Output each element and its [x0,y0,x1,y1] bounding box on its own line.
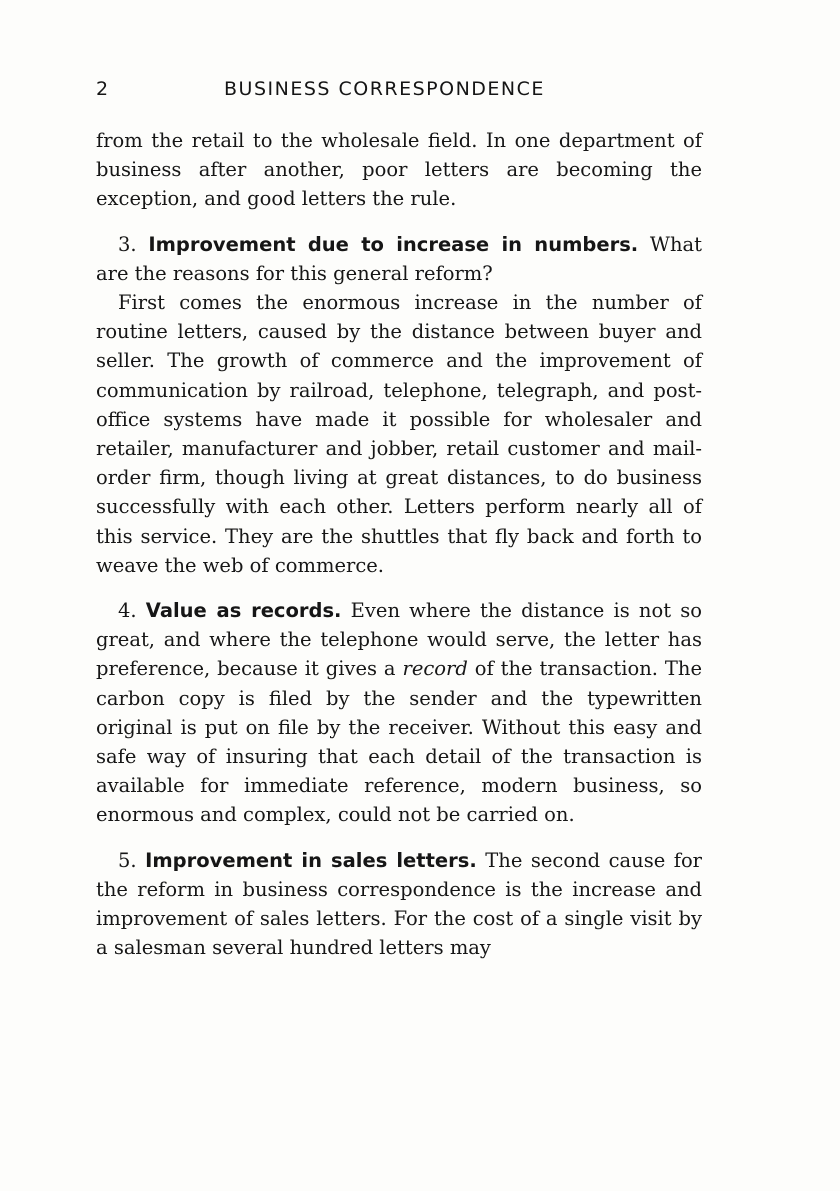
section-5-paragraph [96,846,702,963]
section-3-title: Improvement due to increase in numbers. [148,232,639,256]
section-4-italic-word: record [402,657,468,681]
page-header [96,78,702,106]
section-5-text: The second cause for the reform in business correspondence is the increase and improvement of sales letters. For the cost of a single visit by a salesman several hundred letters may [96,848,703,960]
section-3-paragraph [96,230,702,288]
section-3-continuation: First comes the enormous increase in the number of routine letters, caused by the distance between buyer and seller. The growth of commerce and the improvement of communication by railroad, telephone, telegraph, and post-office systems have made it possible for wholesaler and retailer, manufacturer and jobber, retail customer and mail-order firm, though living at great distances, to do business successfully with each other. Letters perform nearly all of this service. They are the shuttles that fly back and forth to weave the web of commerce. [96,291,702,577]
section-4-text-before: Even where the distance is not so great, and where the telephone would serve, the letter has preference, because it gives a [96,599,702,681]
section-5-title: Improvement in sales letters. [145,848,477,872]
section-5-number: 5. [118,848,137,872]
section-4-text-after: of the transaction. The carbon copy is filed by the sender and the typewritten original is put on file by the receiver. Without this easy and safe way of insuring that each detail of the transaction is available for immediate reference, modern business, so enormous and complex, could not be carried on. [96,657,703,827]
section-3-number: 3. [118,232,137,256]
running-head: BUSINESS CORRESPONDENCE [224,78,545,100]
section-4-paragraph [96,596,702,830]
page-number: 2 [96,78,110,100]
paragraph-continuation: from the retail to the wholesale field. In one department of business after another, poor letters are becoming the exception, and good letters the rule. [96,129,702,211]
section-4-number: 4. [118,599,137,623]
section-4-title: Value as records. [145,599,342,623]
section-3-text: What are the reasons for this general reform? [96,232,702,285]
page-body [96,126,702,962]
